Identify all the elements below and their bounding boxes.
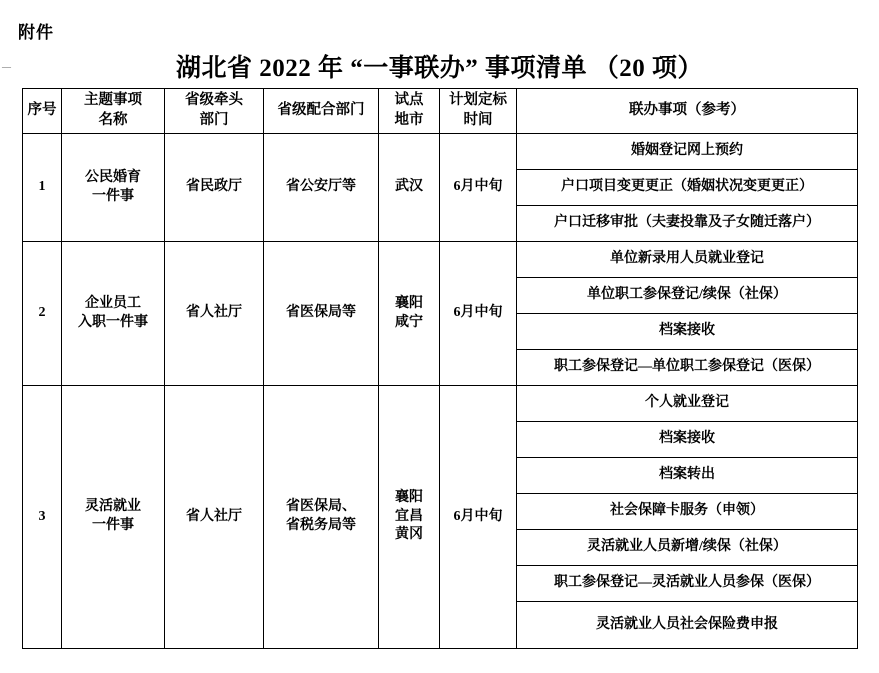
table-header-row	[23, 89, 858, 134]
cell-joint-item: 灵活就业人员社会保险费申报	[517, 602, 858, 649]
table-row	[23, 134, 858, 170]
cell-joint-item: 档案接收	[517, 422, 858, 458]
column-header-topic-line2: 名称	[98, 112, 128, 128]
table-header	[23, 89, 858, 134]
cell-topic	[62, 134, 165, 242]
column-header-lead-dept	[165, 89, 264, 134]
column-header-joint-items	[517, 89, 858, 134]
cell-pilot-city	[379, 386, 440, 649]
cell-pilot-city-line1: 武汉	[395, 179, 423, 195]
cell-topic-line2: 一件事	[92, 518, 134, 533]
column-header-topic-line1: 主题事项	[84, 92, 142, 109]
cell-joint-item: 灵活就业人员新增/续保（社保）	[517, 530, 858, 566]
cell-seq: 1	[23, 134, 62, 242]
cell-joint-item: 社会保障卡服务（申领）	[517, 494, 858, 530]
table-body	[23, 134, 858, 649]
cell-lead-dept: 省民政厅	[165, 134, 264, 242]
cell-pilot-city-line2: 宜昌	[395, 508, 423, 524]
page-title: 湖北省 2022 年 “一事联办” 事项清单 （20 项）	[175, 55, 703, 82]
cell-pilot-city	[379, 242, 440, 386]
cell-joint-item: 户口迁移审批（夫妻投靠及子女随迁落户）	[517, 206, 858, 242]
cell-joint-item: 户口项目变更更正（婚姻状况变更更正）	[517, 170, 858, 206]
cell-topic-line1: 企业员工	[85, 295, 141, 311]
cell-joint-item: 单位新录用人员就业登记	[517, 242, 858, 278]
cell-coop-dept: 省医保局等	[264, 242, 379, 386]
cell-pilot-city-line2: 咸宁	[395, 314, 423, 330]
column-header-lead-dept-line2: 部门	[199, 112, 229, 128]
cell-pilot-city-line1: 襄阳	[395, 295, 423, 311]
cell-topic-line1: 灵活就业	[85, 499, 141, 515]
cell-target-time: 6月中旬	[440, 386, 517, 649]
item-list-table	[22, 88, 858, 649]
cell-coop-dept-line2: 省税务局等	[286, 518, 356, 533]
column-header-seq-line1: 序号	[27, 102, 57, 119]
column-header-topic	[62, 89, 165, 134]
column-header-seq	[23, 89, 62, 134]
cell-coop-dept: 省公安厅等	[264, 134, 379, 242]
cell-seq: 3	[23, 386, 62, 649]
cell-joint-item: 档案接收	[517, 314, 858, 350]
cell-joint-item: 个人就业登记	[517, 386, 858, 422]
cell-target-time: 6月中旬	[440, 242, 517, 386]
column-header-pilot-city-line2: 地市	[394, 112, 424, 128]
cell-target-time: 6月中旬	[440, 134, 517, 242]
cell-seq: 2	[23, 242, 62, 386]
column-header-coop-dept	[264, 89, 379, 134]
column-header-joint-items-line1: 联办事项（参考）	[629, 102, 745, 119]
cell-topic-line2: 一件事	[92, 188, 134, 204]
cell-pilot-city	[379, 134, 440, 242]
cell-joint-item: 职工参保登记—单位职工参保登记（医保）	[517, 350, 858, 386]
column-header-pilot-city	[379, 89, 440, 134]
cell-coop-dept	[264, 386, 379, 649]
cell-pilot-city-line1: 襄阳	[395, 489, 423, 505]
table-row	[23, 242, 858, 278]
column-header-pilot-city-line1: 试点	[394, 92, 424, 109]
cell-topic-line2: 入职一件事	[78, 314, 148, 330]
column-header-target-time-line1: 计划定标	[449, 92, 507, 109]
item-list-table-container	[22, 88, 858, 649]
column-header-target-time	[440, 89, 517, 134]
cell-topic	[62, 386, 165, 649]
cell-joint-item: 婚姻登记网上预约	[517, 134, 858, 170]
cell-joint-item: 单位职工参保登记/续保（社保）	[517, 278, 858, 314]
cell-pilot-city-line3: 黄冈	[395, 527, 423, 543]
cell-lead-dept: 省人社厅	[165, 242, 264, 386]
column-header-target-time-line2: 时间	[463, 112, 493, 128]
cell-topic-line1: 公民婚育	[85, 169, 141, 185]
cell-coop-dept-line1: 省医保局、	[286, 499, 356, 515]
column-header-lead-dept-line1: 省级牵头	[185, 92, 243, 109]
cell-joint-item: 档案转出	[517, 458, 858, 494]
table-row	[23, 386, 858, 422]
cell-joint-item: 职工参保登记—灵活就业人员参保（医保）	[517, 566, 858, 602]
page-margin-mark: —	[2, 62, 11, 72]
cell-topic	[62, 242, 165, 386]
cell-lead-dept: 省人社厅	[165, 386, 264, 649]
column-header-coop-dept-line1: 省级配合部门	[277, 102, 365, 119]
attachment-label: 附件	[18, 23, 54, 42]
